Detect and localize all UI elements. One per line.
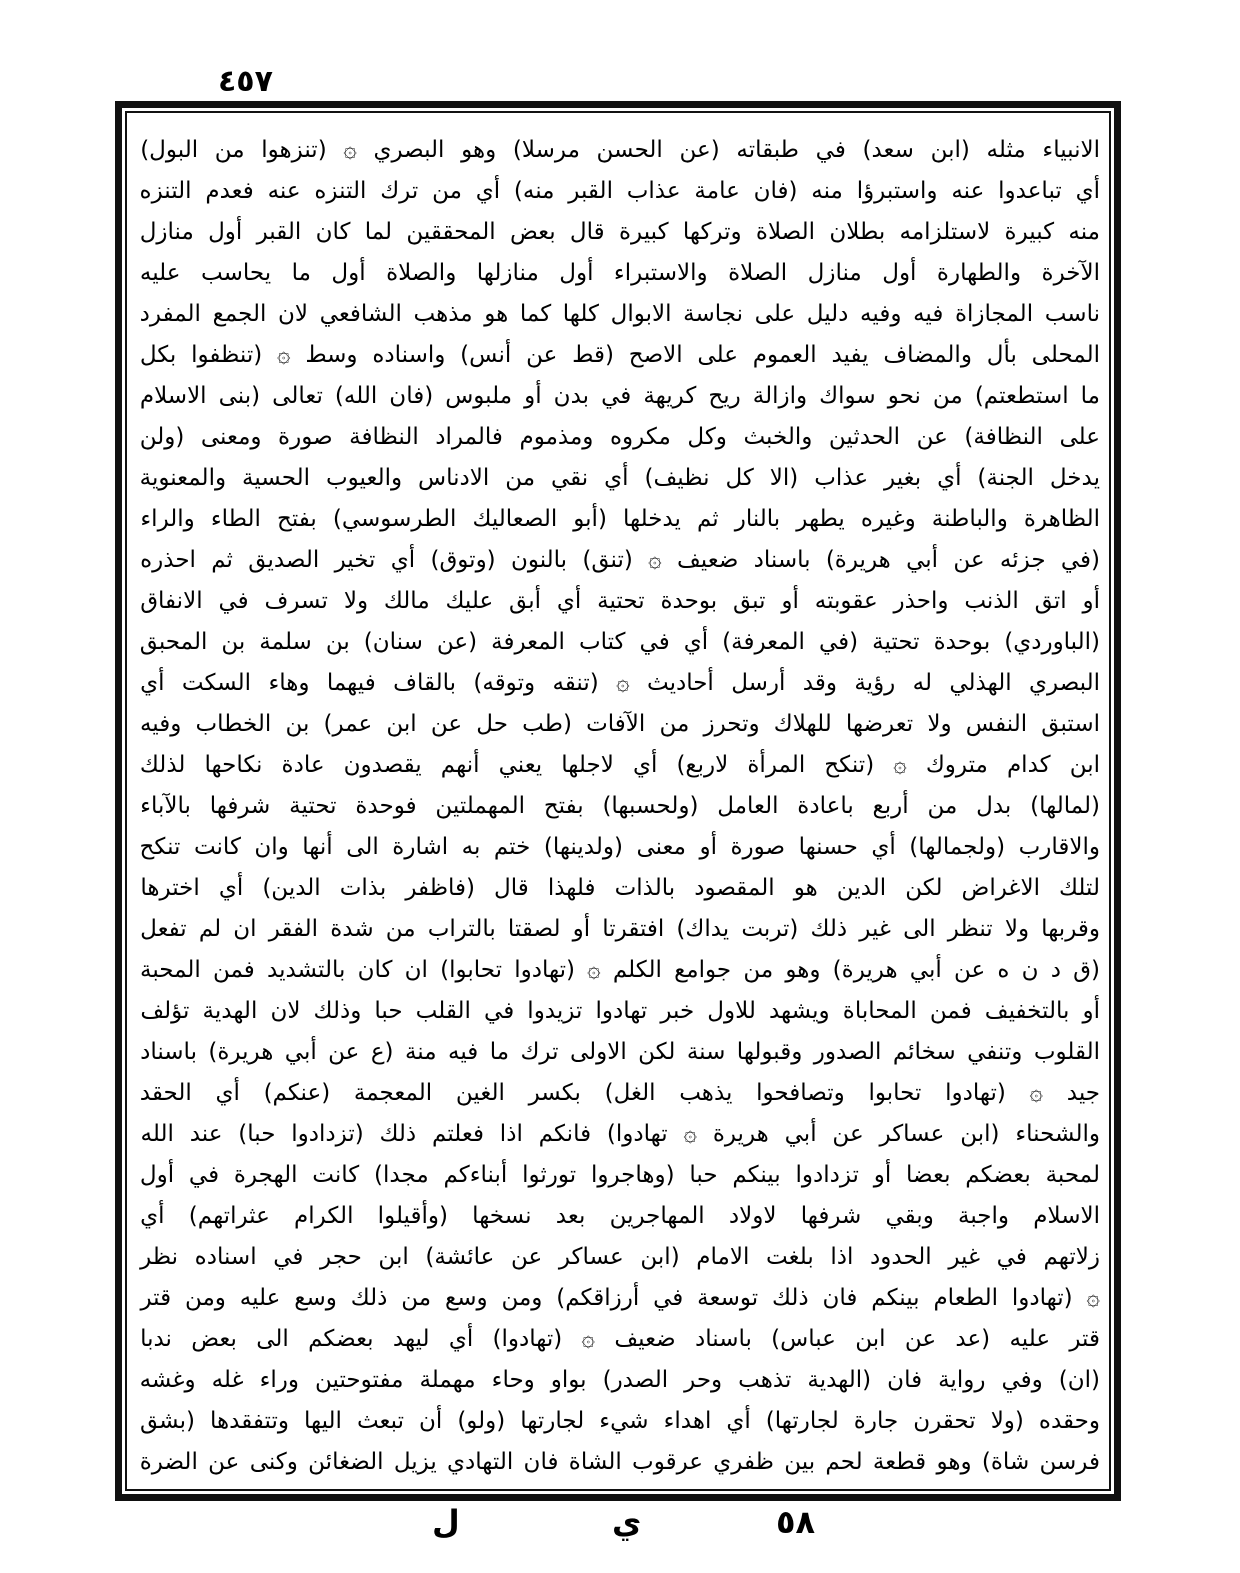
- text-line-content: استبق النفس ولا تعرضها للهلاك وتحرز من الآفات (طب حل عن ابن عمر) بن الخطاب وفيه: [139, 711, 1100, 737]
- text-line: [140, 212, 1100, 253]
- text-line-content: على النظافة) عن الحدثين والخبث وكل مكروه ومذموم فالمراد النظافة صورة ومعنى (ولن: [139, 424, 1100, 450]
- text-line-content: لمحبة بعضكم بعضا أو تزدادوا بينكم حبا (وهاجروا تورثوا أبناءكم مجدا) كانت الهجرة في أول: [139, 1162, 1100, 1188]
- text-line: [140, 622, 1100, 663]
- text-line-content: يدخل الجنة) أي بغير عذاب (الا كل نظيف) أي نقي من الادناس والعيوب الحسية والمعنوية: [139, 465, 1100, 491]
- text-line: [140, 1401, 1100, 1442]
- text-line-content: الانبياء مثله (ابن سعد) في طبقاته (عن الحسن مرسلا) وهو البصري ۞ (تنزهوا من البول): [140, 137, 1100, 163]
- text-line: [140, 786, 1100, 827]
- text-line-content: الظاهرة والباطنة وغيره يطهر بالنار ثم يدخلها (أبو الصعاليك الطرسوسي) بفتح الطاء والراء: [140, 506, 1100, 532]
- text-line: [140, 1360, 1100, 1401]
- main-text-block: [140, 130, 1100, 1483]
- text-line-content: ۞ (تهادوا الطعام بينكم فان ذلك توسعة في أرزاقكم) ومن وسع من ذلك وسع عليه ومن قتر: [140, 1285, 1100, 1311]
- text-line: [140, 827, 1100, 868]
- text-line: [140, 1319, 1100, 1360]
- text-line: [140, 1114, 1100, 1155]
- text-line-content: ابن كدام متروك ۞ (تنكح المرأة لاربع) أي لاجلها يعني أنهم يقصدون عادة نكاحها لذلك: [139, 752, 1100, 778]
- text-line-content: القلوب وتنفي سخائم الصدور وقبولها سنة لكن الاولى ترك ما فيه منة (ع عن أبي هريرة) باسناد: [140, 1039, 1100, 1065]
- text-line-content: المحلى بأل والمضاف يفيد العموم على الاصح (قط عن أنس) واسناده وسط ۞ (تنظفوا بكل: [139, 342, 1100, 368]
- text-line: [140, 950, 1100, 991]
- text-line-content: البصري الهذلي له رؤية وقد أرسل أحاديث ۞ (تنقه وتوقه) بالقاف فيهما وهاء السكت أي: [140, 670, 1100, 696]
- page-number: ٤٥٧: [218, 64, 273, 99]
- text-line-content: أي تباعدوا عنه واستبرؤا منه (فان عامة عذاب القبر منه) أي من ترك التنزه عنه فعدم التنزه: [139, 178, 1100, 204]
- text-line: [140, 1442, 1100, 1483]
- text-line-content: (لمالها) بدل من أربع باعادة العامل (ولحسبها) بفتح المهملتين فوحدة تحتية شرفها بالآباء: [140, 793, 1100, 819]
- text-line: [140, 991, 1100, 1032]
- text-line-content: وقربها ولا تنظر الى غير ذلك (تربت يداك) افتقرتا أو لصقتا بالتراب من شدة الفقر ان لم تفعل: [140, 916, 1100, 942]
- text-line: [140, 417, 1100, 458]
- text-line-content: زلاتهم في غير الحدود اذا بلغت الامام (ابن عساكر عن عائشة) ابن حجر في اسناده نظر: [140, 1244, 1100, 1270]
- text-line: [140, 1032, 1100, 1073]
- text-line-content: أو اتق الذنب واحذر عقوبته أو تبق بوحدة تحتية أي أبق عليك مالك ولا تسرف في الانفاق: [140, 588, 1100, 614]
- signature-number: ٥٨: [776, 1503, 816, 1541]
- text-line: [140, 909, 1100, 950]
- text-line-content: وحقده (ولا تحقرن جارة لجارتها) أي اهداء شيء لجارتها (ولو) أن تبعث اليها وتتفقدها (بشق: [139, 1408, 1100, 1434]
- text-line-content: أو بالتخفيف فمن المحاباة ويشهد للاول خبر تهادوا تزيدوا في القلب حبا وذلك لان الهدية تؤلف: [140, 998, 1100, 1024]
- text-line: [140, 171, 1100, 212]
- text-line-content: ما استطعتم) من نحو سواك وازالة ريح كريهة في بدن أو ملبوس (فان الله) تعالى (بنى الاسلام: [139, 383, 1100, 409]
- text-line-content: (ق د ن ه عن أبي هريرة) وهو من جوامع الكلم ۞ (تهادوا تحابوا) ان كان بالتشديد فمن المحبة: [139, 957, 1100, 983]
- text-line-content: (الباوردي) بوحدة تحتية (في المعرفة) أي في كتاب المعرفة (عن سنان) بن سلمة بن المحبق: [139, 629, 1100, 655]
- text-line-content: والشحناء (ابن عساكر عن أبي هريرة ۞ تهادوا) فانكم اذا فعلتم ذلك (تزدادوا حبا) عند الله: [140, 1121, 1100, 1147]
- text-line: [140, 868, 1100, 909]
- signature-mark-left: ل: [432, 1503, 460, 1541]
- text-line: [140, 1237, 1100, 1278]
- text-line-content: الآخرة والطهارة أول منازل الصلاة والاستبراء أول منازلها والصلاة أول ما يحاسب عليه: [139, 260, 1100, 286]
- text-line: [140, 499, 1100, 540]
- text-line: [140, 745, 1100, 786]
- text-line-content: لتلك الاغراض لكن الدين هو المقصود بالذات فلهذا قال (فاظفر بذات الدين) أي اخترها: [140, 875, 1100, 901]
- text-line: [140, 663, 1100, 704]
- text-line: [140, 1073, 1100, 1114]
- text-line: [140, 581, 1100, 622]
- text-line: [140, 1155, 1100, 1196]
- text-line: [140, 335, 1100, 376]
- text-line-content: والاقارب (ولجمالها) أي حسنها صورة أو معنى (ولدينها) ختم به اشارة الى أنها وان كانت تنكح: [139, 834, 1100, 860]
- text-line: [140, 376, 1100, 417]
- text-line: [140, 294, 1100, 335]
- text-line-content: فرسن شاة) وهو قطعة لحم بين ظفري عرقوب الشاة فان التهادي يزيل الضغائن وكنى عن الضرة: [139, 1449, 1100, 1475]
- text-line: [140, 1196, 1100, 1237]
- signature-mark-middle: ي: [612, 1503, 642, 1541]
- text-line: [140, 458, 1100, 499]
- text-line-content: قتر عليه (عد عن ابن عباس) باسناد ضعيف ۞ (تهادوا) أي ليهد بعضكم الى بعض ندبا: [140, 1326, 1100, 1352]
- text-line-content: ناسب المجازاة فيه وفيه دليل على نجاسة الابوال كلها كما هو مذهب الشافعي لان الجمع المفرد: [139, 301, 1100, 327]
- text-line: [140, 540, 1100, 581]
- text-line: [140, 1278, 1100, 1319]
- text-line: [140, 704, 1100, 745]
- text-line-content: (ان) وفي رواية فان (الهدية تذهب وحر الصدر) بواو وحاء مهملة مفتوحتين وراء غله وغشه: [139, 1367, 1100, 1393]
- text-line: [140, 130, 1100, 171]
- text-line: [140, 253, 1100, 294]
- text-line-content: جيد ۞ (تهادوا تحابوا وتصافحوا يذهب الغل) بكسر الغين المعجمة (عنكم) أي الحقد: [139, 1080, 1100, 1106]
- text-line-content: (في جزئه عن أبي هريرة) باسناد ضعيف ۞ (تنق) بالنون (وتوق) أي تخير الصديق ثم احذره: [140, 547, 1100, 573]
- text-line-content: منه كبيرة لاستلزامه بطلان الصلاة وتركها كبيرة قال بعض المحققين لما كان القبر أول منازل: [139, 219, 1100, 245]
- text-line-content: الاسلام واجبة وبقي شرفها لاولاد المهاجرين بعد نسخها (وأقيلوا الكرام عثراتهم) أي: [140, 1203, 1100, 1229]
